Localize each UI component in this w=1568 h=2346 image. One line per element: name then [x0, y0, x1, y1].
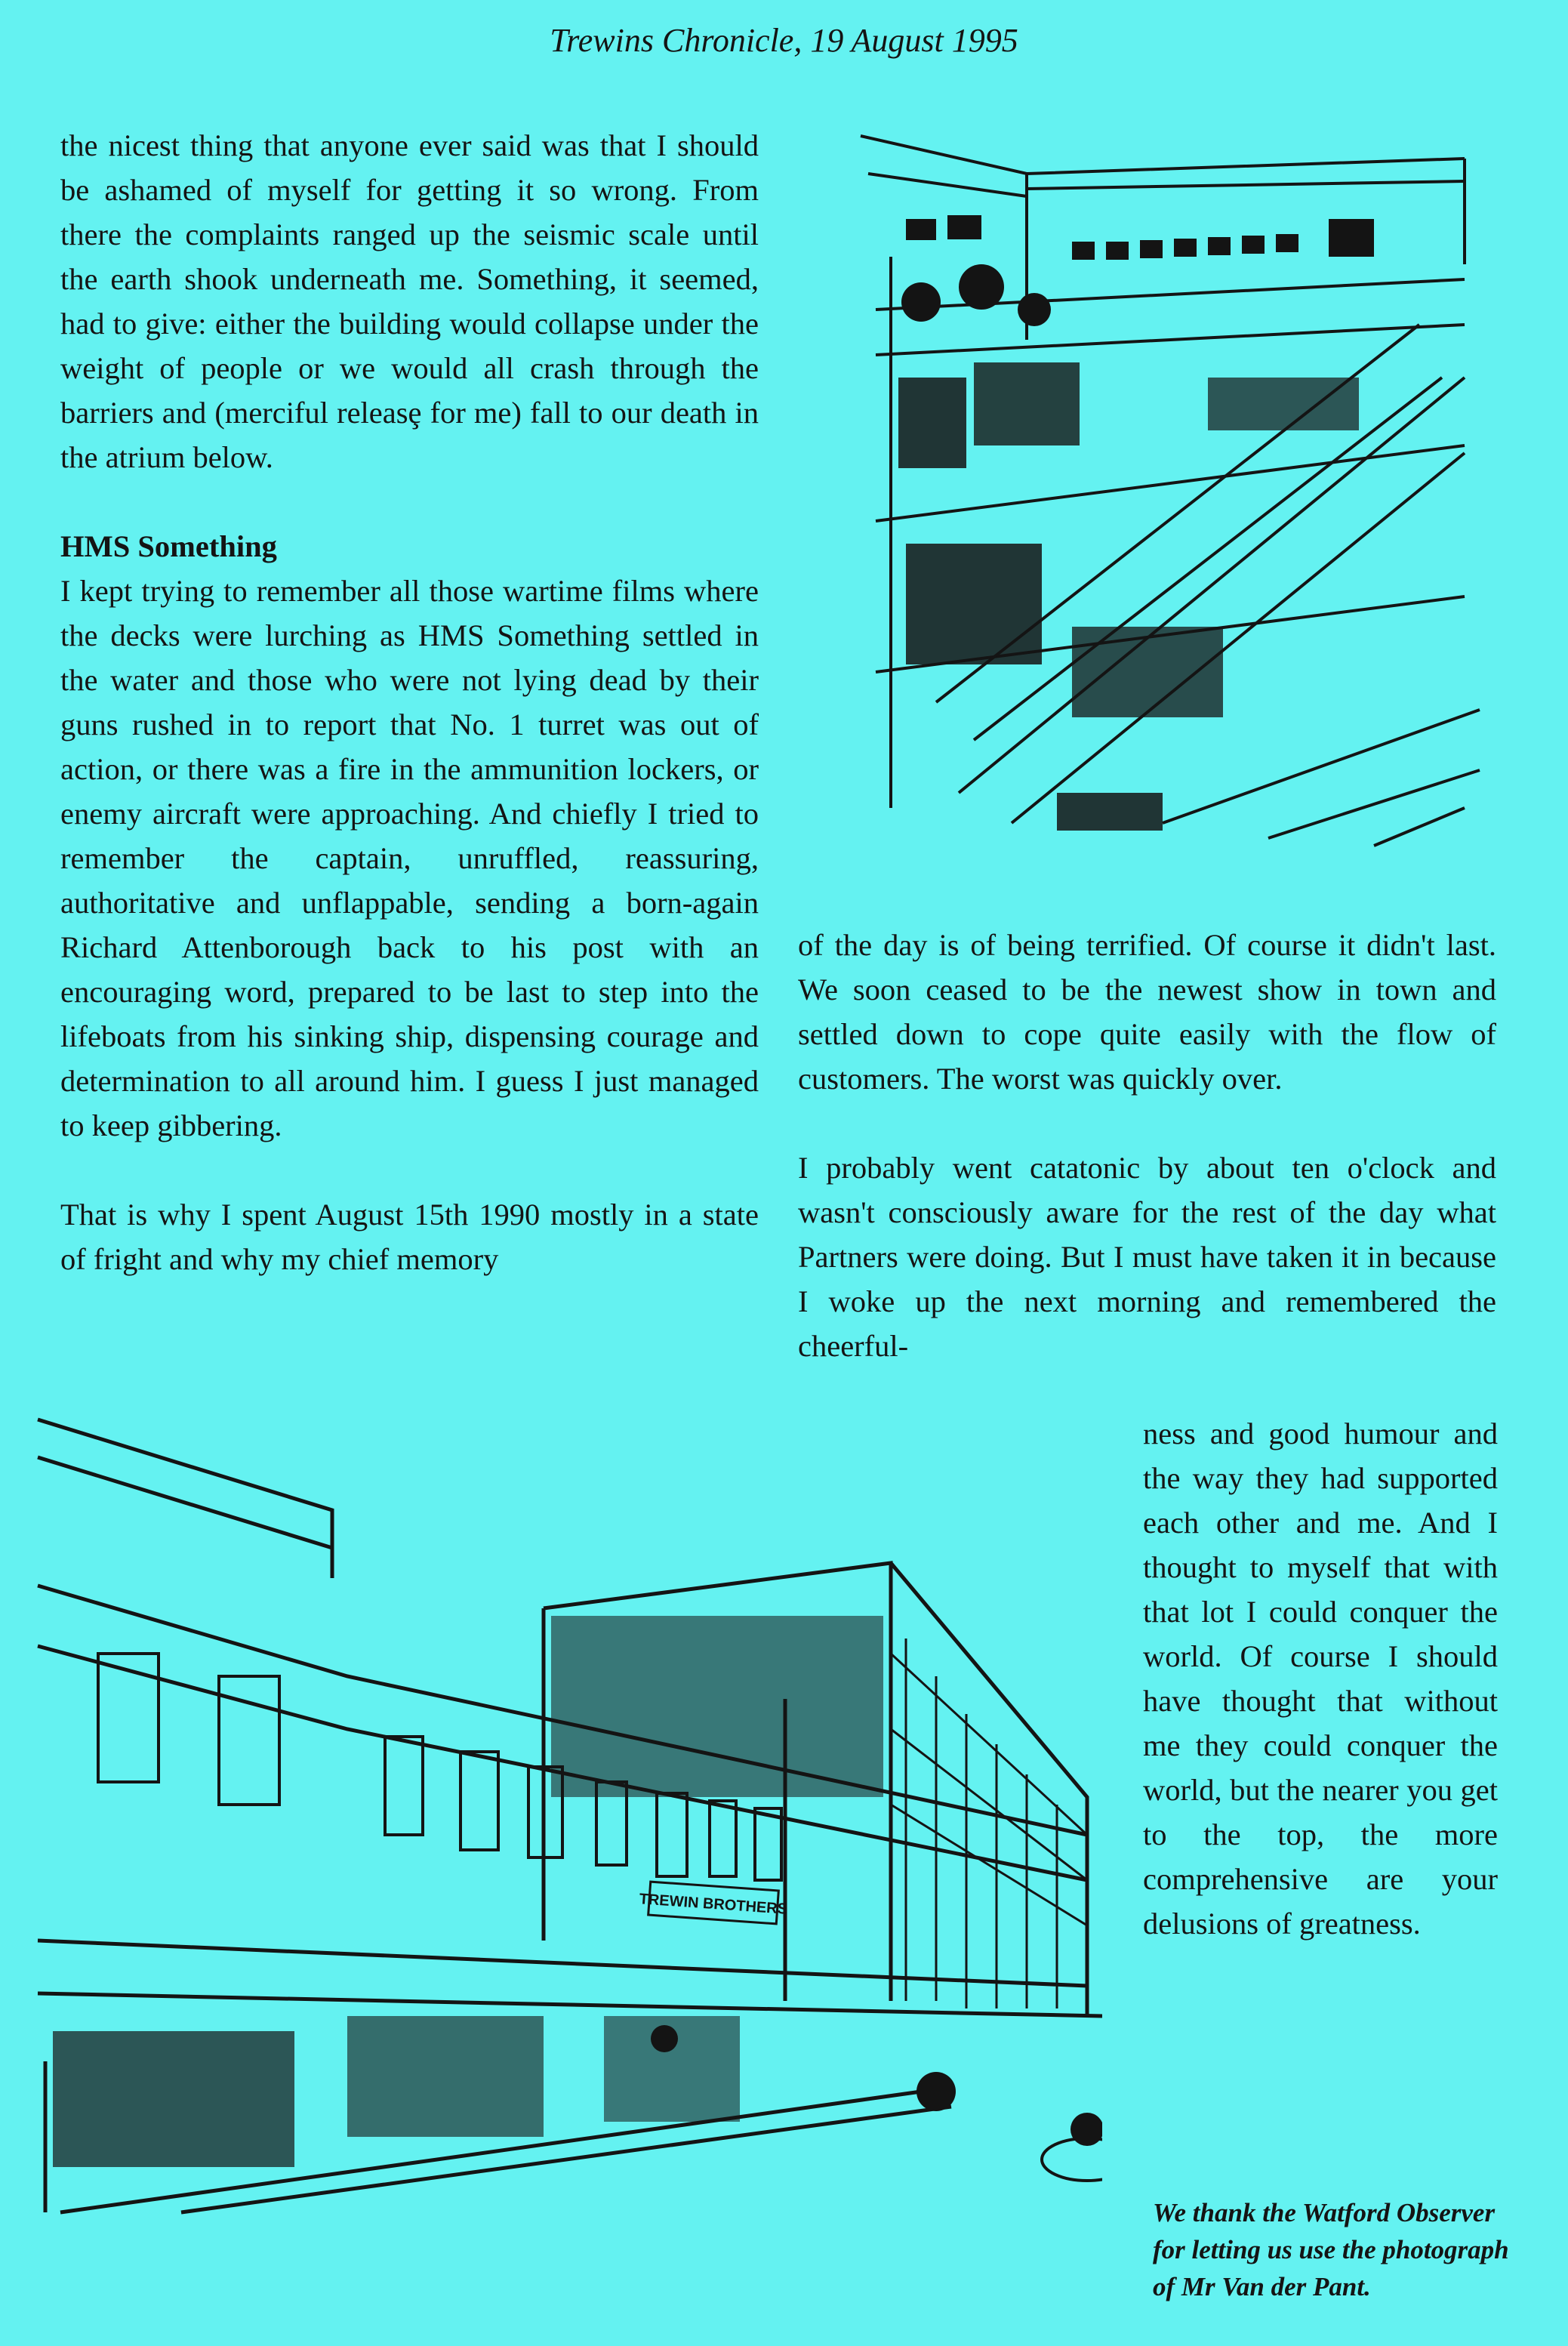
paragraph: I probably went catatonic by about ten o'clock and wasn't consciously aware for the rest of the day what Partners were doing. But I must have taken it in because I woke up the next morning and remembered the cheerful- [798, 1151, 1496, 1363]
paragraph: of the day is of being terrified. Of course it didn't last. We soon ceased to be the newest show in town and settled down to cope quite easily with the flow of customers. The worst was quickly over. [798, 928, 1496, 1096]
right-narrow-column [1143, 1411, 1498, 1946]
right-column [798, 923, 1496, 1368]
page-header: Trewins Chronicle, 19 August 1995 [550, 22, 1018, 59]
storefront-illustration [30, 1412, 1102, 2227]
paragraph: That is why I spent August 15th 1990 mostly in a state of fright and why my chief memory [60, 1198, 759, 1276]
photo-credit: We thank the Watford Observer for letting us use the photograph of Mr Van der Pant. [1153, 2198, 1509, 2301]
left-column [60, 123, 759, 1281]
section-heading: HMS Something [60, 529, 277, 563]
store-sign: TREWIN BROTHERS [638, 1891, 788, 1918]
atrium-illustration [846, 128, 1495, 853]
paragraph: ness and good humour and the way they had supported each other and me. And I thought to myself that with that lot I could conquer the world. Of course I should have thought that without me they could conquer the world, but the nearer you get to the top, the more comprehensive are your delusions of greatness. [1143, 1417, 1498, 1941]
paragraph: the nicest thing that anyone ever said was that I should be ashamed of myself for getting it so wrong. From there the complaints ranged up the seismic scale until the earth shook underneath me. Something, it seemed, had to give: either the building would collapse under the weight of people or we would all crash through the barriers and (merciful releasȩ for me) fall to our death in the atrium below. [60, 128, 759, 474]
paragraph: I kept trying to remember all those wartime films where the decks were lurching as HMS Something settled in the water and those who were not lying dead by their guns rushed in to report that No. 1 turret was out of action, or there was a fire in the ammunition lockers, or enemy aircraft were approaching. And chiefly I tried to remember the captain, unruffled, reassuring, authoritative and unflappable, sending a born-again Richard Attenborough back to his post with an encouraging word, prepared to be last to step into the lifeboats from his sinking ship, dispensing courage and determination to all around him. I guess I just managed to keep gibbering. [60, 574, 759, 1142]
